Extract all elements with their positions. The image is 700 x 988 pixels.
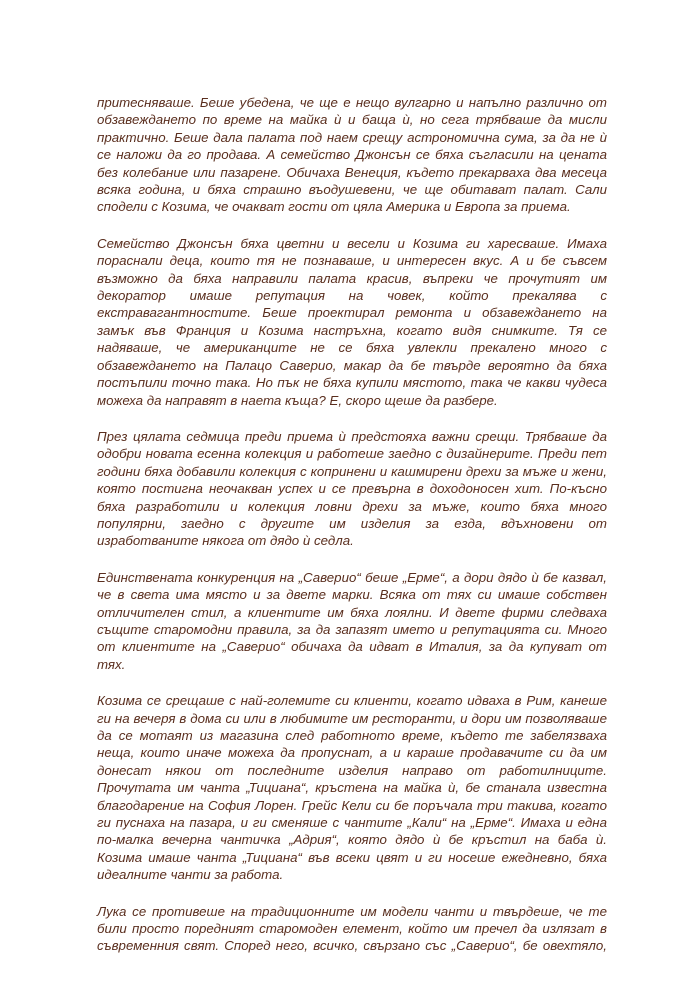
text-line: Единствената конкуренция на „Саверио“ беше „Ерме“, а дори дядо ѝ бе казвал, [97,569,607,585]
text-line: одобри новата есенна колекция и работеше заедно с дизайнерите. Преди пет [97,446,607,462]
text-line: Козима се срещаше с най-големите си клиенти, когато идваха в Рим, канеше [97,693,607,709]
text-line: екстравагантностите. Беше проектирал ремонта и обзавеждането на [97,305,607,321]
text-line: можеха да направят в наета къща? Е, скоро щеше да разбере. [97,392,498,408]
text-line: по-малка вечерна чантичка „Адрия“, която дядо ѝ бе кръстил на баба ѝ. [97,832,607,848]
text-line: постъпили точно така. Но пък не бяха купили мястото, така че какви чудеса [97,375,607,391]
text-line: от клиентите на „Саверио“ обичаха да идват в Италия, за да купуват от [97,639,607,655]
text-line: сподели с Козима, че очакват гости от цяла Америка и Европа за приема. [97,199,571,215]
text-line: ги на вечеря в дома си или в любимите им ресторанти, и дори им позволяваше [97,710,607,726]
paragraph [97,903,607,955]
text-line: отличителен стил, а клиентите им бяха лоялни. И двете фирми следваха [97,604,607,620]
text-line: години бяха добавили колекция с копринени и кашмирени дрехи за мъже и жени, [97,463,607,479]
paragraph [97,235,607,409]
text-line: пораснали деца, които тя не познаваше, и интересен вкус. А и бе съвсем [97,253,607,269]
text-line: се наложи да го продава. А семейство Джонсън се бяха съгласили на цената [97,147,607,163]
text-line: благодарение на София Лорен. Грейс Кели си бе поръчала три такива, когато [97,797,607,813]
text-line: донесат някои от последните изделия направо от работилниците. [97,762,607,778]
text-line: съвременния свят. Според него, всичко, свързано със „Саверио“, бе овехтяло, [97,938,607,954]
text-line: ги пуснаха на пазара, и ги сменяше с чантите „Кали“ на „Ерме“. Имаха и една [97,815,607,831]
text-line: декоратор имаше репутация на човек, който прекалява с [97,288,607,304]
text-line: че в света има място и за двете марки. Всяка от тях си имаше собствен [97,587,607,603]
text-line: изработваните някога от дядо ѝ седла. [97,533,354,549]
text-line: популярни, заедно с другите им изделия за езда, вдъхновени от [97,515,607,531]
text-line: Лука се противеше на традиционните им модели чанти и твърдеше, че те [97,903,607,919]
text-line: Семейство Джонсън бяха цветни и весели и Козима ги харесваше. Имаха [97,235,607,251]
text-line: обзавеждането на Палацо Саверио, макар да бе твърде вероятно да бяха [97,357,607,373]
text-line: Козима имаше чанта „Тициана“ във всеки цвят и ги носеше ежедневно, бяха [97,849,607,865]
text-line: идеалните чанти за работа. [97,867,284,883]
text-line: всяка година, и бяха страшно въодушевени, че ще обитават палат. Сали [97,182,607,198]
paragraph [97,569,607,673]
text-line: същите старомодни правила, за да запазят името и репутацията си. Много [97,621,607,637]
text-line: тях. [97,656,126,672]
text-line: която постигна неочакван успех и се превърна в доходоносен хит. По-късно [97,481,607,497]
text-line: да се мотаят из магазина след работното време, където те забелязваха [97,728,607,743]
text-line: бяха разработили и колекция ловни дрехи за мъже, които бяха много [97,498,607,514]
text-line: практично. Беше дала палата под наем срещу астрономична сума, за да не ѝ [97,129,607,145]
text-line: неща, които иначе можеха да пропуснат, а и караше продавачите си да им [97,745,607,761]
text-line: без колебание или пазарене. Обичаха Венеция, където прекарваха два месеца [97,164,607,180]
text-line: обзавеждането по време на майка ѝ и баща ѝ, но сега трябваше да мисли [97,112,607,128]
text-line: замък във Франция и Козима настръхна, когато видя снимките. Тя се [97,322,607,338]
text-line: През цялата седмица преди приема ѝ предстояха важни срещи. Трябваше да [97,428,607,444]
text-column [97,94,607,974]
paragraph [97,94,607,216]
text-line: били просто поредният старомоден елемент, който им пречел да излязат в [97,921,607,937]
text-line: притесняваше. Беше убедена, че ще е нещо вулгарно и напълно различно от [97,95,607,110]
text-line: надяваше, че американците не се бяха увлекли прекалено много с [97,340,607,356]
paragraph [97,692,607,883]
text-line: Прочутата им чанта „Тициана“, кръстена на майка ѝ, бе станала известна [97,780,607,796]
paragraph [97,428,607,550]
text-line: възможно да бяха направили палата красив, въпреки че прочутият им [97,270,607,286]
